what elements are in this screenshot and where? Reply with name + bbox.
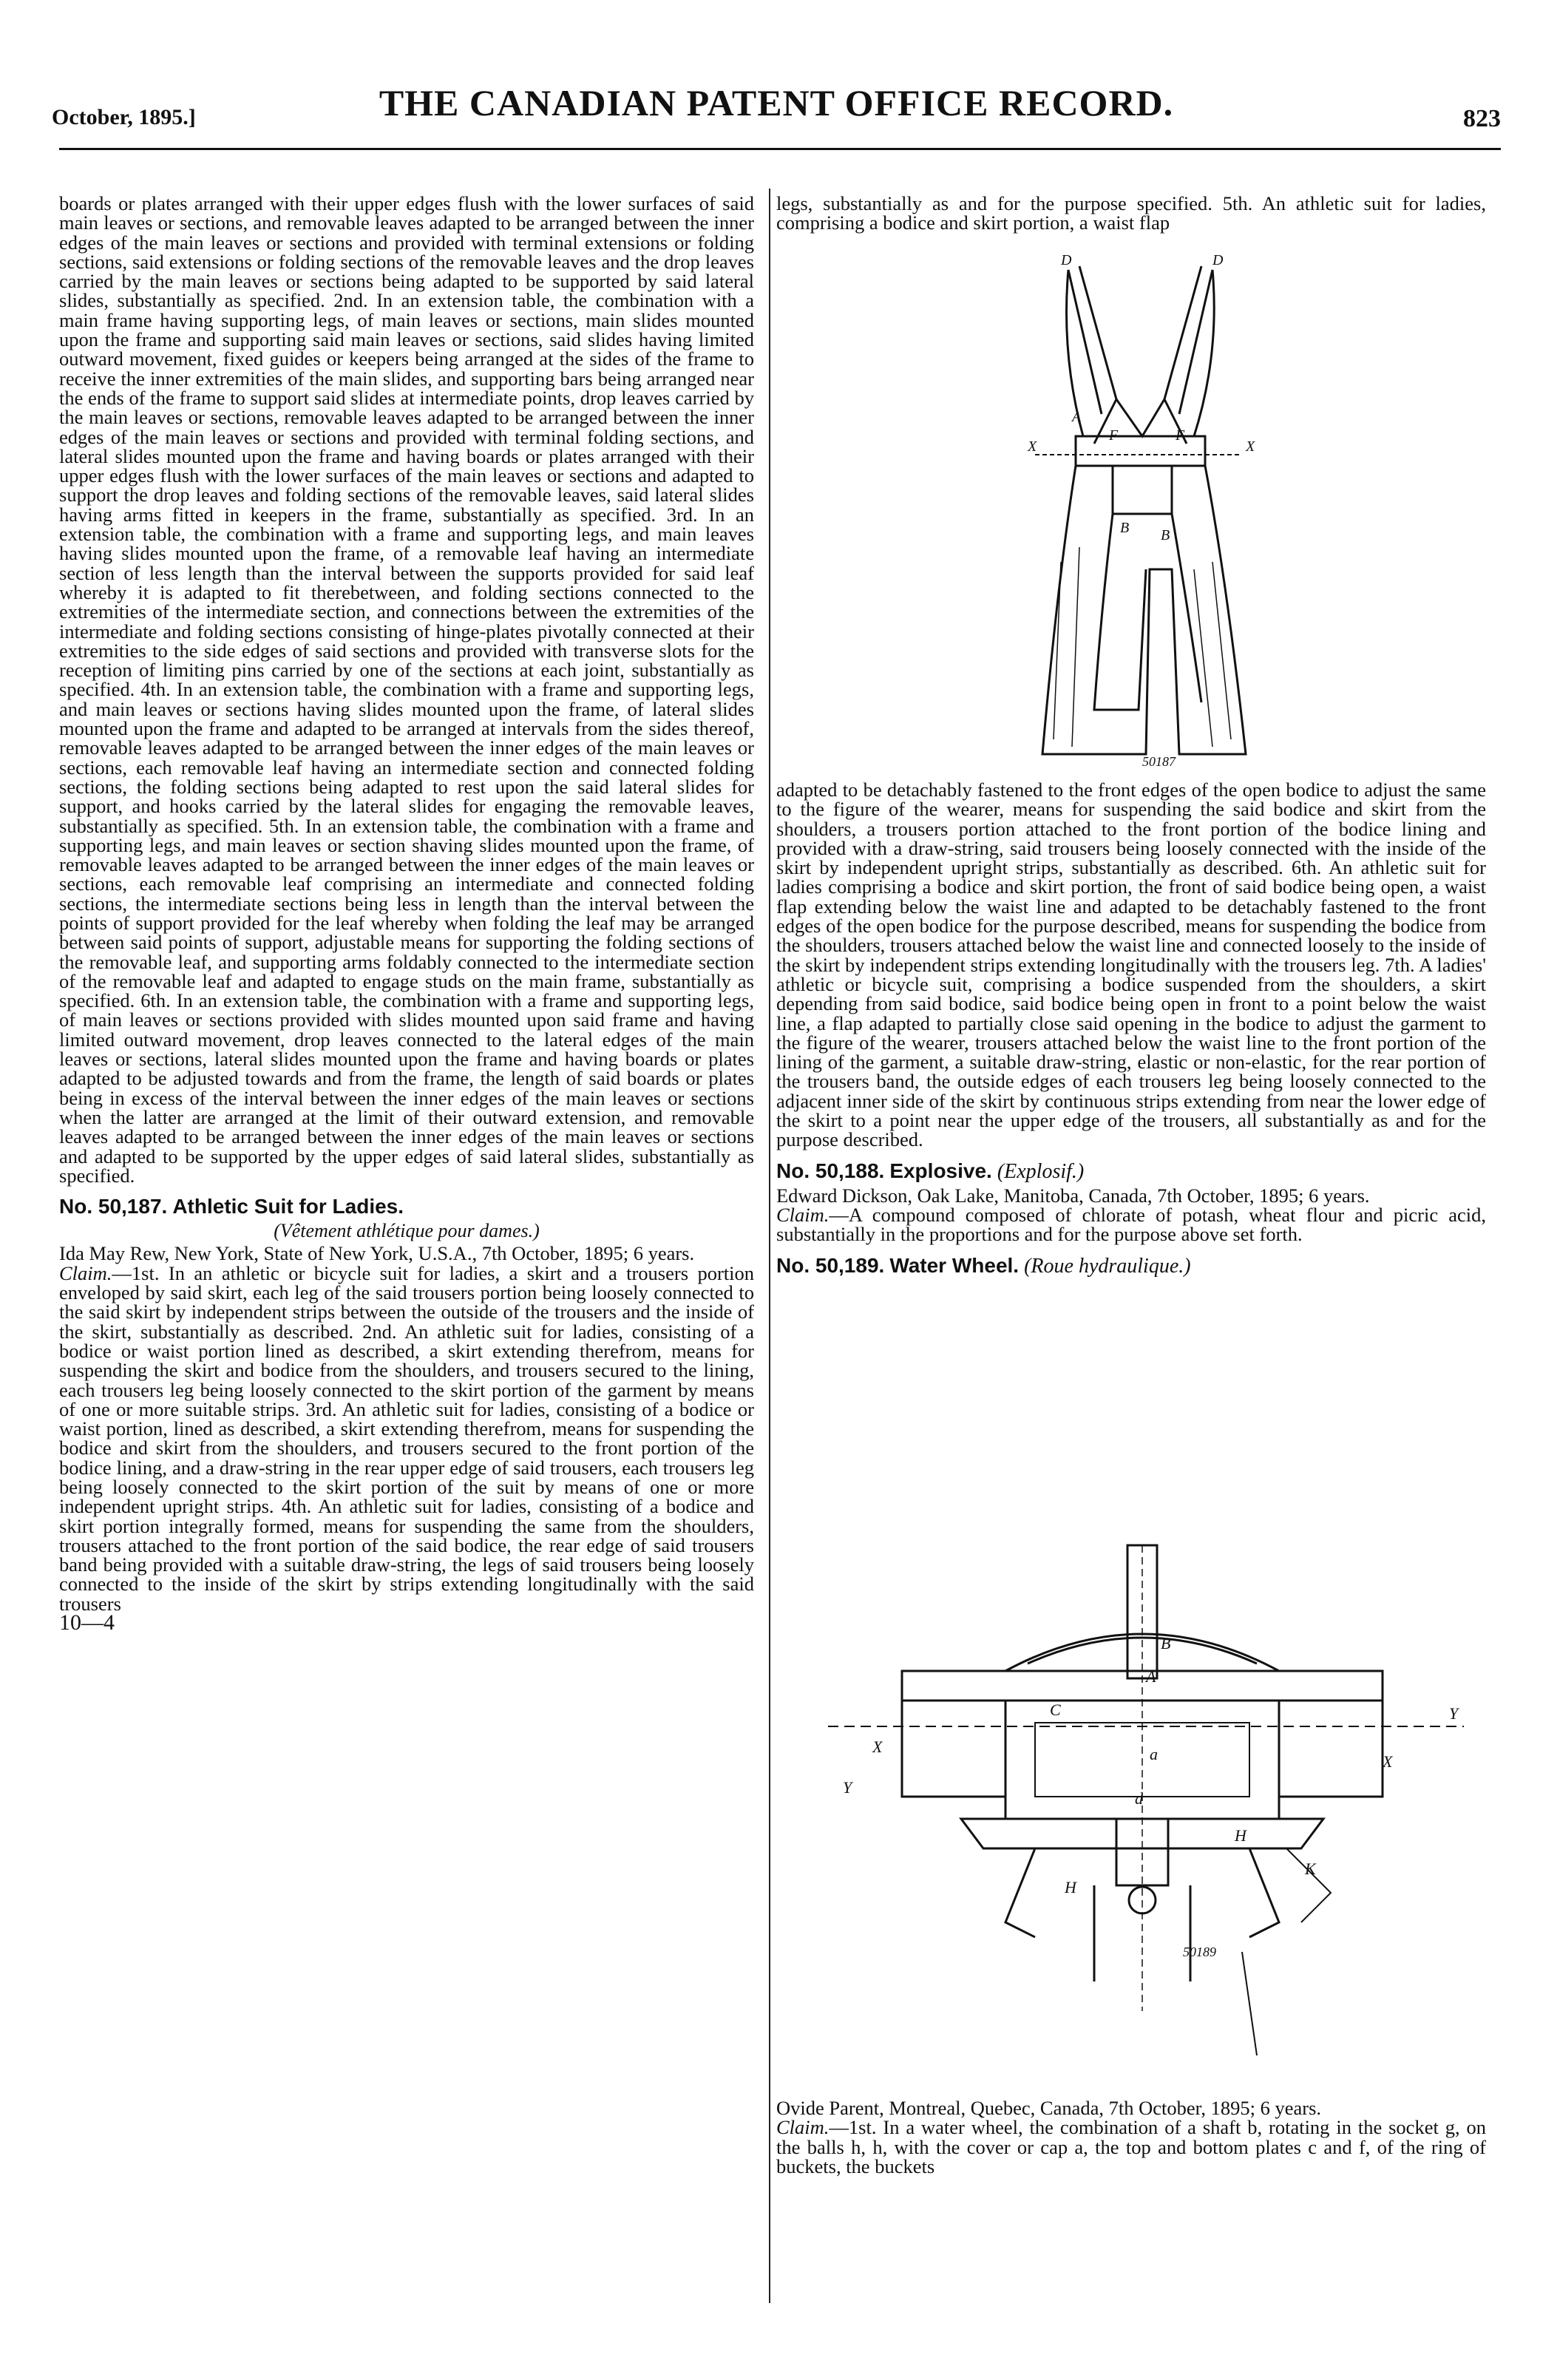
fig-label: B <box>1161 527 1170 543</box>
publication-title: THE CANADIAN PATENT OFFICE RECORD. <box>379 82 1174 123</box>
fig-label: X <box>1246 438 1255 455</box>
fig-label: B <box>1161 1634 1171 1652</box>
claim-label: Claim. <box>59 1261 112 1284</box>
fig-label: X <box>872 1737 883 1756</box>
right-column-bottom <box>776 2098 1486 2176</box>
entry-heading-50189 <box>776 1253 1486 1279</box>
claim-body: —1st. In a water wheel, the combination of a shaft b, rotating in the socket g, on the balls h, h, with the cover or cap a, the top and bottom plates c and f, of the ring of buckets, the buckets <box>776 2116 1486 2177</box>
fig-label: A <box>1072 409 1082 425</box>
column-divider <box>769 189 770 2303</box>
right-column-middle <box>776 780 1486 1281</box>
fig-label: a <box>1150 1745 1158 1763</box>
athletic-suit-figure <box>991 251 1286 776</box>
patent-title: Explosive. <box>889 1159 992 1182</box>
claim-text <box>776 1205 1486 1244</box>
figure-number: 50187 <box>1142 754 1176 769</box>
fig-label: d <box>1135 1789 1143 1808</box>
claim-label: Claim. <box>776 1203 830 1226</box>
inventor-line: Edward Dickson, Oak Lake, Manitoba, Canada, 7th October, 1895; 6 years. <box>776 1184 1370 1207</box>
inventor-line: Ovide Parent, Montreal, Quebec, Canada, 7th October, 1895; 6 years. <box>776 2097 1322 2119</box>
french-title: (Explosif.) <box>997 1159 1085 1183</box>
french-title: (Vêtement athlétique pour dames.) <box>274 1220 540 1242</box>
water-wheel-drawing <box>813 1538 1479 2070</box>
fig-label: D <box>1061 252 1072 268</box>
patent-title: Athletic Suit for Ladies. <box>172 1195 404 1218</box>
patent-number: No. 50,188. <box>776 1159 885 1182</box>
page-header <box>52 74 1501 140</box>
fig-label: H <box>1065 1878 1076 1896</box>
fig-label: C <box>1050 1701 1061 1719</box>
patent-number: No. 50,187. <box>59 1195 168 1218</box>
claim-label: Claim. <box>776 2116 830 2139</box>
fig-label: H <box>1235 1826 1246 1845</box>
claims-text: adapted to be detachably fastened to the front edges of the open bodice to adjust the same to the figure of the wearer, means for suspending the said bodice and skirt from the shoulders, a trousers portion attached to the front portion of the bodice lining and provided with a draw-string, said trousers being loosely connected with the inside of the skirt by independent upright strips, substantially as described. 6th. An athletic suit for ladies comprising a bodice and skirt portion, the front of said bodice being open, a waist flap extending below the waist line and adapted to be detachably fastened to the front edges of the open bodice for the purpose described, means for suspending the bodice from the shoulders, trousers attached below the waist line and connected loosely to the inside of the skirt by independent strips extending longitudinally with the trousers leg. 7th. A ladies' athletic or bicycle suit, comprising a bodice suspended from the shoulders, a skirt depending from said bodice, said bodice being open in front to a point below the waist line, a flap adapted to partially close said opening in the bodice to adjust the garment to the figure of the wearer, trousers attached below the waist line to the front portion of the lining of the garment, a suitable draw-string, elastic or non-elastic, for the rear portion of the trousers band, the outside edges of each trousers leg being loosely connected to the adjacent inner side of the skirt by continuous strips extending from near the lower edge of the skirt to a point near the upper edge of the trousers, all substantially as and for the purpose described. <box>776 779 1486 1151</box>
fig-label: F <box>1109 427 1119 444</box>
fig-label: B <box>1120 520 1130 536</box>
fig-label: D <box>1212 252 1224 268</box>
continued-claims-right: legs, substantially as and for the purpose specified. 5th. An athletic suit for ladies, comprising a bodice and skirt portion, a waist flap <box>776 192 1486 234</box>
claim-text <box>776 2118 1486 2176</box>
fig-label: Y <box>1449 1704 1459 1723</box>
inventor-line: Ida May Rew, New York, State of New York, U.S.A., 7th October, 1895; 6 years. <box>59 1242 695 1265</box>
page-number: 823 <box>1463 105 1501 132</box>
claim-body: —1st. In an athletic or bicycle suit for ladies, a skirt and a trousers portion enveloped by said skirt, each leg of the said trousers portion being loosely connected to the said skirt by independent strips between the outside of the trousers and the inside of the skirt, substantially as described. 2nd. An athletic suit for ladies, consisting of a bodice or waist portion lined as described, a skirt extending therefrom, means for suspending the skirt and bodice from the shoulders, and trousers secured to the lining, each trousers leg being loosely connected to the skirt portion of the garment by means of one or more suitable strips. 3rd. An athletic suit for ladies, consisting of a bodice or waist portion, lined as described, a skirt extending therefrom, means for suspending the bodice and skirt from the shoulders, and trousers secured to the front portion of the bodice lining, and a draw-string in the rear upper edge of said trousers, each trousers leg being loosely connected to the skirt portion of the suit by means of one or more independent upright strips. 4th. An athletic suit for ladies, consisting of a bodice and skirt portion integrally formed, means for suspending the same from the shoulders, trousers attached to the front portion of the said bodice, the rear edge of said trousers band being provided with a suitable draw-string, the legs of said trousers being loosely connected to the inside of the skirt by strips extending longitudinally with the said trousers <box>59 1261 754 1615</box>
entry-heading-50187 <box>59 1194 754 1220</box>
signature-mark: 10—4 <box>59 1610 115 1635</box>
athletic-suit-drawing <box>991 251 1286 776</box>
right-column-top <box>776 194 1486 233</box>
claim-body: —A compound composed of chlorate of potash, wheat flour and picric acid, substantially in the proportions and for the purpose above set forth. <box>776 1203 1486 1246</box>
fig-label: X <box>1028 438 1037 455</box>
patent-title: Water Wheel. <box>889 1253 1020 1277</box>
patent-number: No. 50,189. <box>776 1253 885 1277</box>
figure-number: 50189 <box>1183 1945 1216 1959</box>
left-column <box>59 194 754 1633</box>
claim-text <box>59 1261 754 1615</box>
entry-heading-50188 <box>776 1159 1486 1184</box>
fig-label: F <box>1176 427 1185 444</box>
fig-label: X <box>1383 1752 1393 1771</box>
fig-label: K <box>1305 1859 1316 1878</box>
issue-date: October, 1895.] <box>52 105 196 129</box>
fig-label: A <box>1146 1667 1156 1686</box>
header-rule <box>59 148 1501 150</box>
water-wheel-figure <box>813 1538 1479 2070</box>
continued-claims: boards or plates arranged with their upper edges flush with the lower surfaces of said main leaves or sections, and removable leaves adapted to be arranged between the inner edges of the main leaves or sections and provided with terminal extensions or folding sections, said extensions or folding sections of the removable leaves and the drop leaves carried by the main leaves or sections being adapted to be supported by said lateral slides, substantially as specified. 2nd. In an extension table, the combination with a main frame having supporting legs, of main leaves or sections, main slides mounted upon the frame and supporting said main leaves or sections, said slides having limited outward movement, fixed guides or keepers being arranged at the sides of the frame to receive the inner extremities of the main slides, and supporting bars being arranged near the ends of the frame to support said slides at intermediate points, drop leaves carried by the main leaves or sections, removable leaves adapted to be arranged between the inner edges of the main leaves or sections and provided with terminal folding sections, and lateral slides mounted upon the frame and having boards or plates arranged with their upper edges flush with the lower surfaces of the main leaves or sections and adapted to support the drop leaves and folding sections of the removable leaves, said lateral slides having arms fitted in keepers in the frame, substantially as specified. 3rd. In an extension table, the combination with a frame and supporting legs, and main leaves having slides mounted upon the frame, of a removable leaf having an intermediate section of less length than the interval between the supports provided for said leaf whereby it is adapted to fit therebetween, and folding sections connected to the extremities of the intermediate section, and connections between the extremities of the intermediate and folding sections consisting of hinge-plates pivotally connected at their extremities to the side edges of said sections and provided with transverse slots for the reception of limiting pins carried by one of the sections at each joint, substantially as specified. 4th. In an extension table, the combination with a frame and supporting legs, and main leaves or sections having slides mounted upon the frame, of lateral slides mounted upon the frame and adapted to be arranged at intervals from the sides thereof, removable leaves adapted to be arranged between the inner edges of the main leaves or sections, each removable leaf having an intermediate section and connected folding sections, the folding sections being adapted to rest upon the said lateral slides for support, and hooks carried by the lateral slides for engaging the removable leaves, substantially as specified. 5th. In an extension table, the combination with a frame and supporting legs, and main leaves or section shaving slides mounted upon the frame, of removable leaves adapted to be arranged between the inner edges of the main leaves or sections, each removable leaf comprising an intermediate and connected folding sections, the intermediate sections being less in length than the interval between the points of support provided for the leaf whereby when folding the leaf may be arranged between said points of support, adjustable means for supporting the folding sections of the removable leaf, and supporting arms foldably connected to the intermediate section of the removable leaf and adapted to engage studs on the main frame, substantially as specified. 6th. In an extension table, the combination with a frame and supporting legs, of main leaves or sections provided with slides mounted upon said frame and having limited outward movement, drop leaves connected to the lateral edges of the main leaves or sections, lateral slides mounted upon the frame and having boards or plates adapted to be adjusted towards and from the frame, the length of said boards or plates being in excess of the interval between the inner edges of the main leaves or sections when the latter are arranged at the limit of their outward extension, and removable leaves adapted to be arranged between the inner edges of the main leaves or sections and adapted to be supported by the upper edges of said lateral slides, substantially as specified. <box>59 192 754 1187</box>
french-title: (Roue hydraulique.) <box>1024 1254 1191 1278</box>
fig-label: Y <box>843 1778 852 1797</box>
